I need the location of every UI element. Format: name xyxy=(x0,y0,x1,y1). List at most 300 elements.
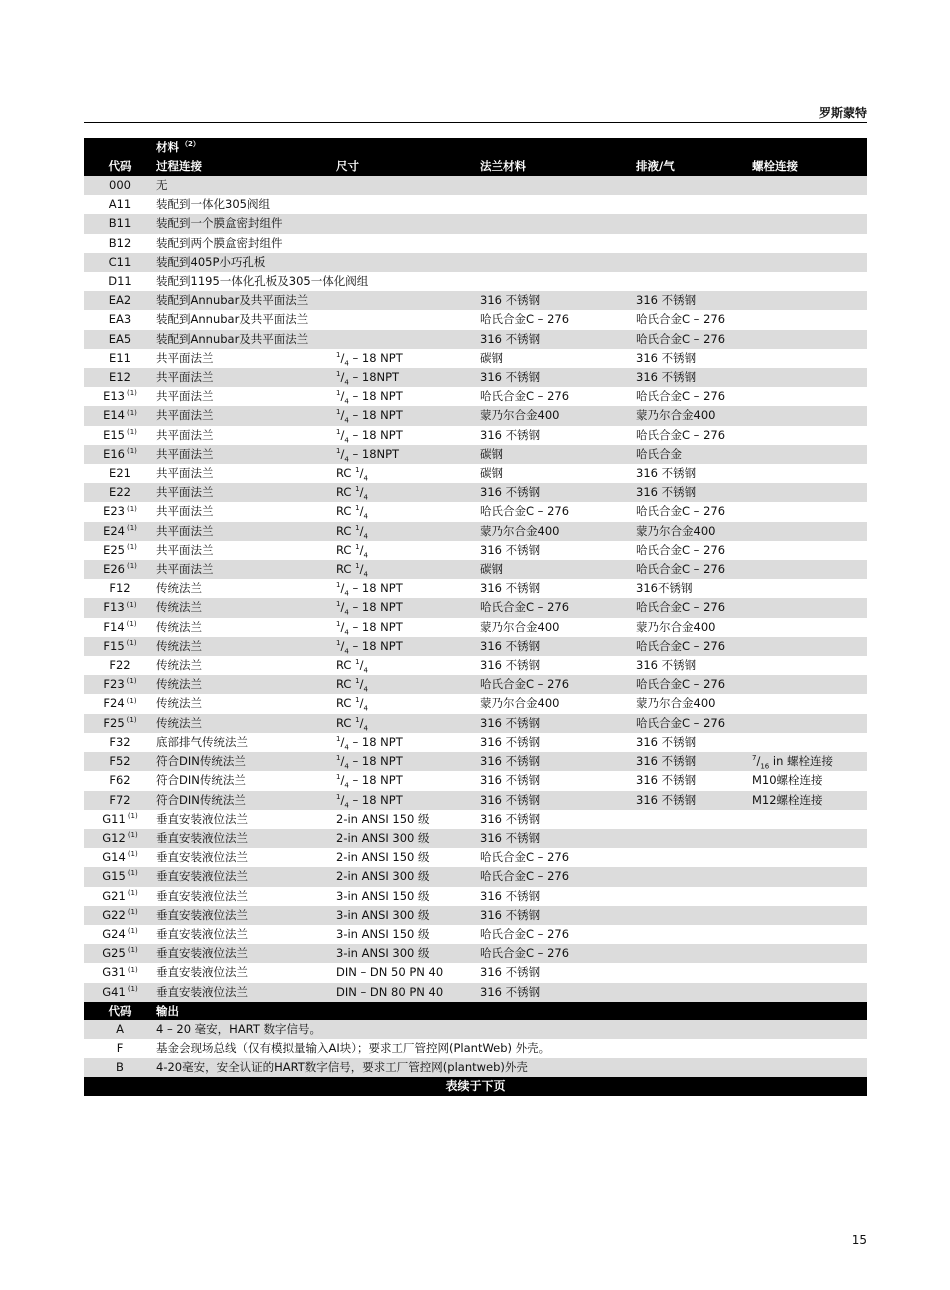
row-footnote: (1) xyxy=(126,389,137,398)
row-bolting-text: M10螺栓连接 xyxy=(752,773,823,788)
row-size-text: – 18 NPT xyxy=(348,408,403,423)
row-code xyxy=(84,944,156,963)
row-size-text: – 18 NPT xyxy=(348,734,403,749)
row-size xyxy=(336,906,480,925)
row-code xyxy=(84,426,156,445)
row-drain-vent xyxy=(636,983,752,1002)
row-flange-material: 哈氏合金C – 276 xyxy=(480,850,570,865)
row-code-text: E16 xyxy=(103,446,125,461)
row-flange-material xyxy=(480,253,636,272)
fraction-slash: / xyxy=(340,734,345,749)
row-code-text: F62 xyxy=(109,773,131,788)
fraction-slash: / xyxy=(359,466,364,481)
row-drain-vent: 316 不锈钢 xyxy=(636,466,697,481)
row-bolting xyxy=(752,694,867,713)
row-size-text: – 18 NPT xyxy=(348,638,403,653)
row-bolting xyxy=(752,234,867,253)
output-row xyxy=(84,1020,867,1039)
row-flange-material: 蒙乃尔合金400 xyxy=(480,696,560,711)
row-size xyxy=(336,234,480,253)
row-bolting xyxy=(752,310,867,329)
row-size-text: RC xyxy=(336,658,356,673)
header-material xyxy=(156,138,336,156)
continued-banner: 表续于下页 xyxy=(84,1077,867,1096)
fraction-numerator: 1 xyxy=(336,735,341,744)
row-flange-material: 316 不锈钢 xyxy=(480,291,636,310)
row-flange-material: 蒙乃尔合金400 xyxy=(480,522,636,541)
row-bolting xyxy=(752,983,867,1002)
row-flange-material xyxy=(480,234,636,253)
table-row xyxy=(84,387,867,406)
row-code xyxy=(84,656,156,675)
row-code-text: G24 xyxy=(102,926,126,941)
row-flange-material: 316 不锈钢 xyxy=(480,811,541,826)
row-size-text: RC xyxy=(336,677,356,692)
row-bolting xyxy=(752,387,867,406)
table-row xyxy=(84,234,867,253)
fraction-numerator: 1 xyxy=(355,504,360,513)
row-footnote: (1) xyxy=(126,504,137,513)
output-header-row xyxy=(84,1002,867,1020)
row-bolting xyxy=(752,714,867,733)
row-flange-material xyxy=(480,195,636,214)
row-footnote: (1) xyxy=(126,408,137,417)
row-size-text: 2-in ANSI 300 级 xyxy=(336,869,430,884)
row-bolting xyxy=(752,656,867,675)
fraction-numerator: 1 xyxy=(355,658,360,667)
row-process-connection: 共平面法兰 xyxy=(156,504,214,519)
row-bolting xyxy=(752,829,867,848)
row-code xyxy=(84,752,156,771)
row-code xyxy=(84,502,156,521)
row-footnote: (1) xyxy=(127,811,138,820)
table-row xyxy=(84,887,867,906)
row-size xyxy=(336,637,480,656)
row-bolting xyxy=(752,579,867,598)
row-process-connection: 传统法兰 xyxy=(156,675,336,694)
row-flange-material: 316 不锈钢 xyxy=(480,965,541,980)
row-code-text: F13 xyxy=(103,600,125,615)
row-drain-vent: 316 不锈钢 xyxy=(636,734,697,749)
fraction-numerator: 1 xyxy=(355,677,360,686)
row-process-connection: 装配到1195一体化孔板及305一体化阀组 xyxy=(156,274,369,289)
row-bolting xyxy=(752,483,867,502)
row-code xyxy=(84,368,156,387)
spec-table xyxy=(84,138,867,1077)
row-bolting xyxy=(752,560,867,579)
row-flange-material xyxy=(480,214,636,233)
table-row xyxy=(84,579,867,598)
row-bolting xyxy=(752,445,867,464)
fraction-denominator: 4 xyxy=(344,743,349,752)
row-drain-vent: 蒙乃尔合金400 xyxy=(636,406,752,425)
row-footnote: (1) xyxy=(127,927,138,936)
row-process-connection: 符合DIN传统法兰 xyxy=(156,752,336,771)
row-code xyxy=(84,771,156,790)
row-flange-material: 316 不锈钢 xyxy=(480,658,541,673)
row-size-text: DIN – DN 50 PN 40 xyxy=(336,965,444,980)
row-process-connection: 传统法兰 xyxy=(156,598,336,617)
row-flange-material: 316 不锈钢 xyxy=(480,983,636,1002)
fraction-numerator: 1 xyxy=(355,466,360,475)
row-process-connection: 传统法兰 xyxy=(156,714,336,733)
row-drain-vent: 哈氏合金C – 276 xyxy=(636,330,752,349)
fraction-numerator: 1 xyxy=(355,715,360,724)
row-flange-material: 316 不锈钢 xyxy=(480,427,541,442)
row-flange-material: 碳钢 xyxy=(480,466,503,481)
row-code xyxy=(84,253,156,272)
row-drain-vent: 哈氏合金C – 276 xyxy=(636,312,726,327)
row-size xyxy=(336,349,480,368)
row-size-text: RC xyxy=(336,504,356,519)
table-row xyxy=(84,810,867,829)
row-drain-vent xyxy=(636,195,752,214)
fraction-numerator: 1 xyxy=(336,447,341,456)
row-code xyxy=(84,637,156,656)
row-bolting xyxy=(752,887,867,906)
row-code xyxy=(84,906,156,925)
fraction-denominator: 4 xyxy=(344,455,349,464)
row-code xyxy=(84,464,156,483)
fraction-slash: / xyxy=(340,638,345,653)
row-size xyxy=(336,810,480,829)
row-size-text: – 18 NPT xyxy=(348,600,403,615)
row-footnote: (1) xyxy=(126,639,137,648)
fraction-denominator: 4 xyxy=(344,762,349,771)
row-drain-vent: 哈氏合金C – 276 xyxy=(636,560,752,579)
row-size xyxy=(336,560,480,579)
row-size-text: – 18NPT xyxy=(348,370,400,385)
row-drain-vent: 哈氏合金C – 276 xyxy=(636,637,752,656)
row-code-text: F22 xyxy=(109,658,131,673)
row-drain-vent xyxy=(636,887,752,906)
row-drain-vent: 蒙乃尔合金400 xyxy=(636,522,752,541)
row-process-connection: 共平面法兰 xyxy=(156,483,336,502)
row-bolting xyxy=(752,541,867,560)
output-header-code: 代码 xyxy=(84,1002,156,1020)
row-code-text: F25 xyxy=(103,715,125,730)
row-process-connection: 共平面法兰 xyxy=(156,406,336,425)
row-code xyxy=(84,406,156,425)
row-size xyxy=(336,848,480,867)
row-process-connection: 垂直安装液位法兰 xyxy=(156,926,248,941)
row-bolting xyxy=(752,637,867,656)
row-drain-vent xyxy=(636,944,752,963)
row-flange-material: 碳钢 xyxy=(480,560,636,579)
header-flange: 法兰材料 xyxy=(480,156,636,176)
row-code-text: F72 xyxy=(109,792,131,807)
row-code xyxy=(84,925,156,944)
row-size xyxy=(336,253,480,272)
row-bolting xyxy=(752,330,867,349)
row-code-text: G21 xyxy=(102,888,126,903)
row-process-connection: 共平面法兰 xyxy=(156,466,214,481)
row-bolting xyxy=(752,368,867,387)
row-size-text: – 18 NPT xyxy=(348,754,403,769)
row-code xyxy=(84,867,156,886)
row-bolting xyxy=(752,272,867,291)
row-code xyxy=(84,598,156,617)
row-footnote: (1) xyxy=(127,984,138,993)
row-size-text: – 18 NPT xyxy=(348,619,403,634)
row-bolting xyxy=(752,675,867,694)
table-row xyxy=(84,195,867,214)
row-code-text: E15 xyxy=(103,427,125,442)
table-row xyxy=(84,483,867,502)
row-code-text: F24 xyxy=(103,696,125,711)
table-row xyxy=(84,464,867,483)
row-code xyxy=(84,810,156,829)
row-code xyxy=(84,560,156,579)
row-code xyxy=(84,272,156,291)
row-drain-vent: 316 不锈钢 xyxy=(636,350,697,365)
row-code-text: G12 xyxy=(102,830,126,845)
row-process-connection: 垂直安装液位法兰 xyxy=(156,965,248,980)
row-bolting xyxy=(752,925,867,944)
brand-name: 罗斯蒙特 xyxy=(818,106,867,120)
row-code-text: F32 xyxy=(109,734,131,749)
row-size-text: 3-in ANSI 150 级 xyxy=(336,888,430,903)
row-drain-vent: 316 不锈钢 xyxy=(636,658,697,673)
row-drain-vent xyxy=(636,234,752,253)
row-bolting xyxy=(752,791,867,810)
row-size xyxy=(336,541,480,560)
fraction-denominator: 4 xyxy=(344,800,349,809)
row-bolting xyxy=(752,598,867,617)
row-process-connection: 共平面法兰 xyxy=(156,350,214,365)
table-row xyxy=(84,445,867,464)
header-material-label: 材料 xyxy=(156,140,179,154)
table-row xyxy=(84,906,867,925)
row-drain-vent: 316 不锈钢 xyxy=(636,483,752,502)
row-drain-vent: 哈氏合金C – 276 xyxy=(636,427,726,442)
fraction-numerator: 1 xyxy=(336,792,341,801)
row-size-text: – 18 NPT xyxy=(348,389,403,404)
row-bolting xyxy=(752,963,867,982)
row-drain-vent: 哈氏合金C – 276 xyxy=(636,714,752,733)
fraction-denominator: 16 xyxy=(760,762,770,771)
row-code-text: 000 xyxy=(109,178,131,192)
table-row xyxy=(84,637,867,656)
row-code-text: G25 xyxy=(102,946,126,961)
fraction-numerator: 1 xyxy=(336,408,341,417)
row-process-connection: 共平面法兰 xyxy=(156,560,336,579)
row-size xyxy=(336,445,480,464)
row-process-connection: 共平面法兰 xyxy=(156,522,336,541)
row-code-text: E23 xyxy=(103,504,125,519)
row-code xyxy=(84,541,156,560)
row-code-text: B11 xyxy=(108,216,132,231)
row-flange-material: 哈氏合金C – 276 xyxy=(480,926,570,941)
fraction-slash: / xyxy=(359,715,364,730)
row-code xyxy=(84,483,156,502)
table-row xyxy=(84,291,867,310)
row-drain-vent: 哈氏合金C – 276 xyxy=(636,504,726,519)
row-process-connection: 垂直安装液位法兰 xyxy=(156,906,336,925)
table-row xyxy=(84,963,867,982)
row-flange-material: 蒙乃尔合金400 xyxy=(480,406,636,425)
header-bolt: 螺栓连接 xyxy=(752,156,867,176)
fraction-slash: / xyxy=(340,581,345,596)
row-footnote: (1) xyxy=(126,619,137,628)
fraction-denominator: 4 xyxy=(363,570,368,579)
row-size xyxy=(336,983,480,1002)
row-flange-material: 316 不锈钢 xyxy=(480,330,636,349)
row-flange-material: 316 不锈钢 xyxy=(480,829,636,848)
row-footnote: (1) xyxy=(127,850,138,859)
output-description: 4-20毫安，安全认证的HART数字信号，要求工厂管控网(plantweb)外壳 xyxy=(156,1058,867,1077)
fraction-numerator: 7 xyxy=(752,754,757,763)
row-code-text: G15 xyxy=(102,869,126,884)
fraction-denominator: 4 xyxy=(344,435,349,444)
row-code-text: EA3 xyxy=(108,312,132,327)
fraction-slash: / xyxy=(359,542,364,557)
row-drain-vent: 哈氏合金 xyxy=(636,445,752,464)
table-row xyxy=(84,944,867,963)
row-drain-vent xyxy=(636,829,752,848)
row-process-connection: 共平面法兰 xyxy=(156,389,214,404)
row-code xyxy=(84,176,156,195)
row-size-text: – 18 NPT xyxy=(348,581,403,596)
table-row xyxy=(84,752,867,771)
fraction-numerator: 1 xyxy=(336,351,341,359)
row-flange-material: 蒙乃尔合金400 xyxy=(480,619,560,634)
row-process-connection: 无 xyxy=(156,176,336,195)
row-drain-vent: 蒙乃尔合金400 xyxy=(636,619,716,634)
row-size-text: 3-in ANSI 300 级 xyxy=(336,946,430,961)
row-process-connection: 垂直安装液位法兰 xyxy=(156,888,248,903)
row-footnote: (1) xyxy=(127,965,138,974)
row-bolting xyxy=(752,752,867,771)
fraction-denominator: 4 xyxy=(363,704,368,713)
row-size xyxy=(336,867,480,886)
row-flange-material: 316 不锈钢 xyxy=(480,888,541,903)
row-code xyxy=(84,983,156,1002)
row-size-text: 3-in ANSI 150 级 xyxy=(336,926,430,941)
row-size-text: 2-in ANSI 150 级 xyxy=(336,811,430,826)
table-row xyxy=(84,618,867,637)
row-flange-material: 316 不锈钢 xyxy=(480,637,636,656)
row-process-connection: 装配到两个膜盒密封组件 xyxy=(156,235,283,250)
row-size xyxy=(336,771,480,790)
output-row xyxy=(84,1058,867,1077)
row-bolting xyxy=(752,733,867,752)
row-size-text: – 18 NPT xyxy=(348,350,403,365)
row-size xyxy=(336,694,480,713)
table-row xyxy=(84,656,867,675)
row-size xyxy=(336,483,480,502)
row-flange-material: 316 不锈钢 xyxy=(480,791,636,810)
row-code-text: E14 xyxy=(103,408,125,423)
table-row xyxy=(84,771,867,790)
row-code-text: A11 xyxy=(108,197,132,212)
row-size-text: – 18 NPT xyxy=(348,427,403,442)
fraction-numerator: 1 xyxy=(336,427,341,436)
row-size xyxy=(336,791,480,810)
row-process-connection: 符合DIN传统法兰 xyxy=(156,791,336,810)
fraction-slash: / xyxy=(340,350,345,365)
fraction-numerator: 1 xyxy=(355,696,360,705)
fraction-denominator: 4 xyxy=(344,378,349,387)
fraction-slash: / xyxy=(340,446,345,461)
row-process-connection: 共平面法兰 xyxy=(156,445,336,464)
row-drain-vent: 316 不锈钢 xyxy=(636,368,752,387)
row-code-text: D11 xyxy=(108,274,132,289)
fraction-numerator: 1 xyxy=(355,485,360,494)
row-code-text: E11 xyxy=(109,350,131,365)
fraction-slash: / xyxy=(340,389,345,404)
row-code xyxy=(84,791,156,810)
fraction-slash: / xyxy=(340,427,345,442)
output-description: 基金会现场总线（仅有模拟量输入AI块）；要求工厂管控网(PlantWeb) 外壳。 xyxy=(156,1040,551,1055)
row-size xyxy=(336,310,480,329)
row-process-connection: 垂直安装液位法兰 xyxy=(156,983,336,1002)
row-code-text: G41 xyxy=(102,984,126,999)
row-code xyxy=(84,195,156,214)
fraction-slash: / xyxy=(359,658,364,673)
table-row xyxy=(84,502,867,521)
row-code xyxy=(84,887,156,906)
header-code: 代码 xyxy=(84,156,156,176)
fraction-slash: / xyxy=(340,600,345,615)
row-flange-material: 316 不锈钢 xyxy=(480,773,541,788)
row-size xyxy=(336,579,480,598)
row-bolting xyxy=(752,176,867,195)
row-code xyxy=(84,310,156,329)
row-size xyxy=(336,502,480,521)
row-bolting xyxy=(752,502,867,521)
row-size xyxy=(336,330,480,349)
fraction-numerator: 1 xyxy=(355,562,360,571)
fraction-numerator: 1 xyxy=(336,600,341,609)
table-row xyxy=(84,522,867,541)
row-size xyxy=(336,406,480,425)
row-size-text: RC xyxy=(336,523,356,538)
fraction-denominator: 4 xyxy=(344,627,349,636)
row-code-text: G22 xyxy=(102,907,126,922)
row-size xyxy=(336,618,480,637)
row-size-text: DIN – DN 80 PN 40 xyxy=(336,984,444,999)
row-process-connection: 传统法兰 xyxy=(156,637,336,656)
row-flange-material xyxy=(480,176,636,195)
row-drain-vent: 哈氏合金C – 276 xyxy=(636,389,726,404)
fraction-denominator: 4 xyxy=(344,416,349,425)
row-size-text: RC xyxy=(336,485,356,500)
page-number: 15 xyxy=(851,1233,867,1247)
row-code-text: G14 xyxy=(102,850,126,865)
table-row xyxy=(84,848,867,867)
fraction-numerator: 1 xyxy=(355,543,360,552)
output-row xyxy=(84,1039,867,1058)
row-footnote: (1) xyxy=(127,888,138,897)
row-code-text: F23 xyxy=(103,677,125,692)
row-process-connection: 装配到Annubar及共平面法兰 xyxy=(156,330,336,349)
row-bolting xyxy=(752,426,867,445)
output-header-label: 输出 xyxy=(156,1002,867,1020)
row-drain-vent xyxy=(636,214,752,233)
table-row xyxy=(84,368,867,387)
table-row xyxy=(84,330,867,349)
row-size xyxy=(336,963,480,982)
row-size xyxy=(336,752,480,771)
row-process-connection: 装配到405P小巧孔板 xyxy=(156,253,336,272)
row-bolting xyxy=(752,253,867,272)
table-row xyxy=(84,272,867,291)
row-code xyxy=(84,291,156,310)
row-drain-vent xyxy=(636,906,752,925)
fraction-numerator: 1 xyxy=(336,639,341,648)
fraction-denominator: 4 xyxy=(344,781,349,790)
